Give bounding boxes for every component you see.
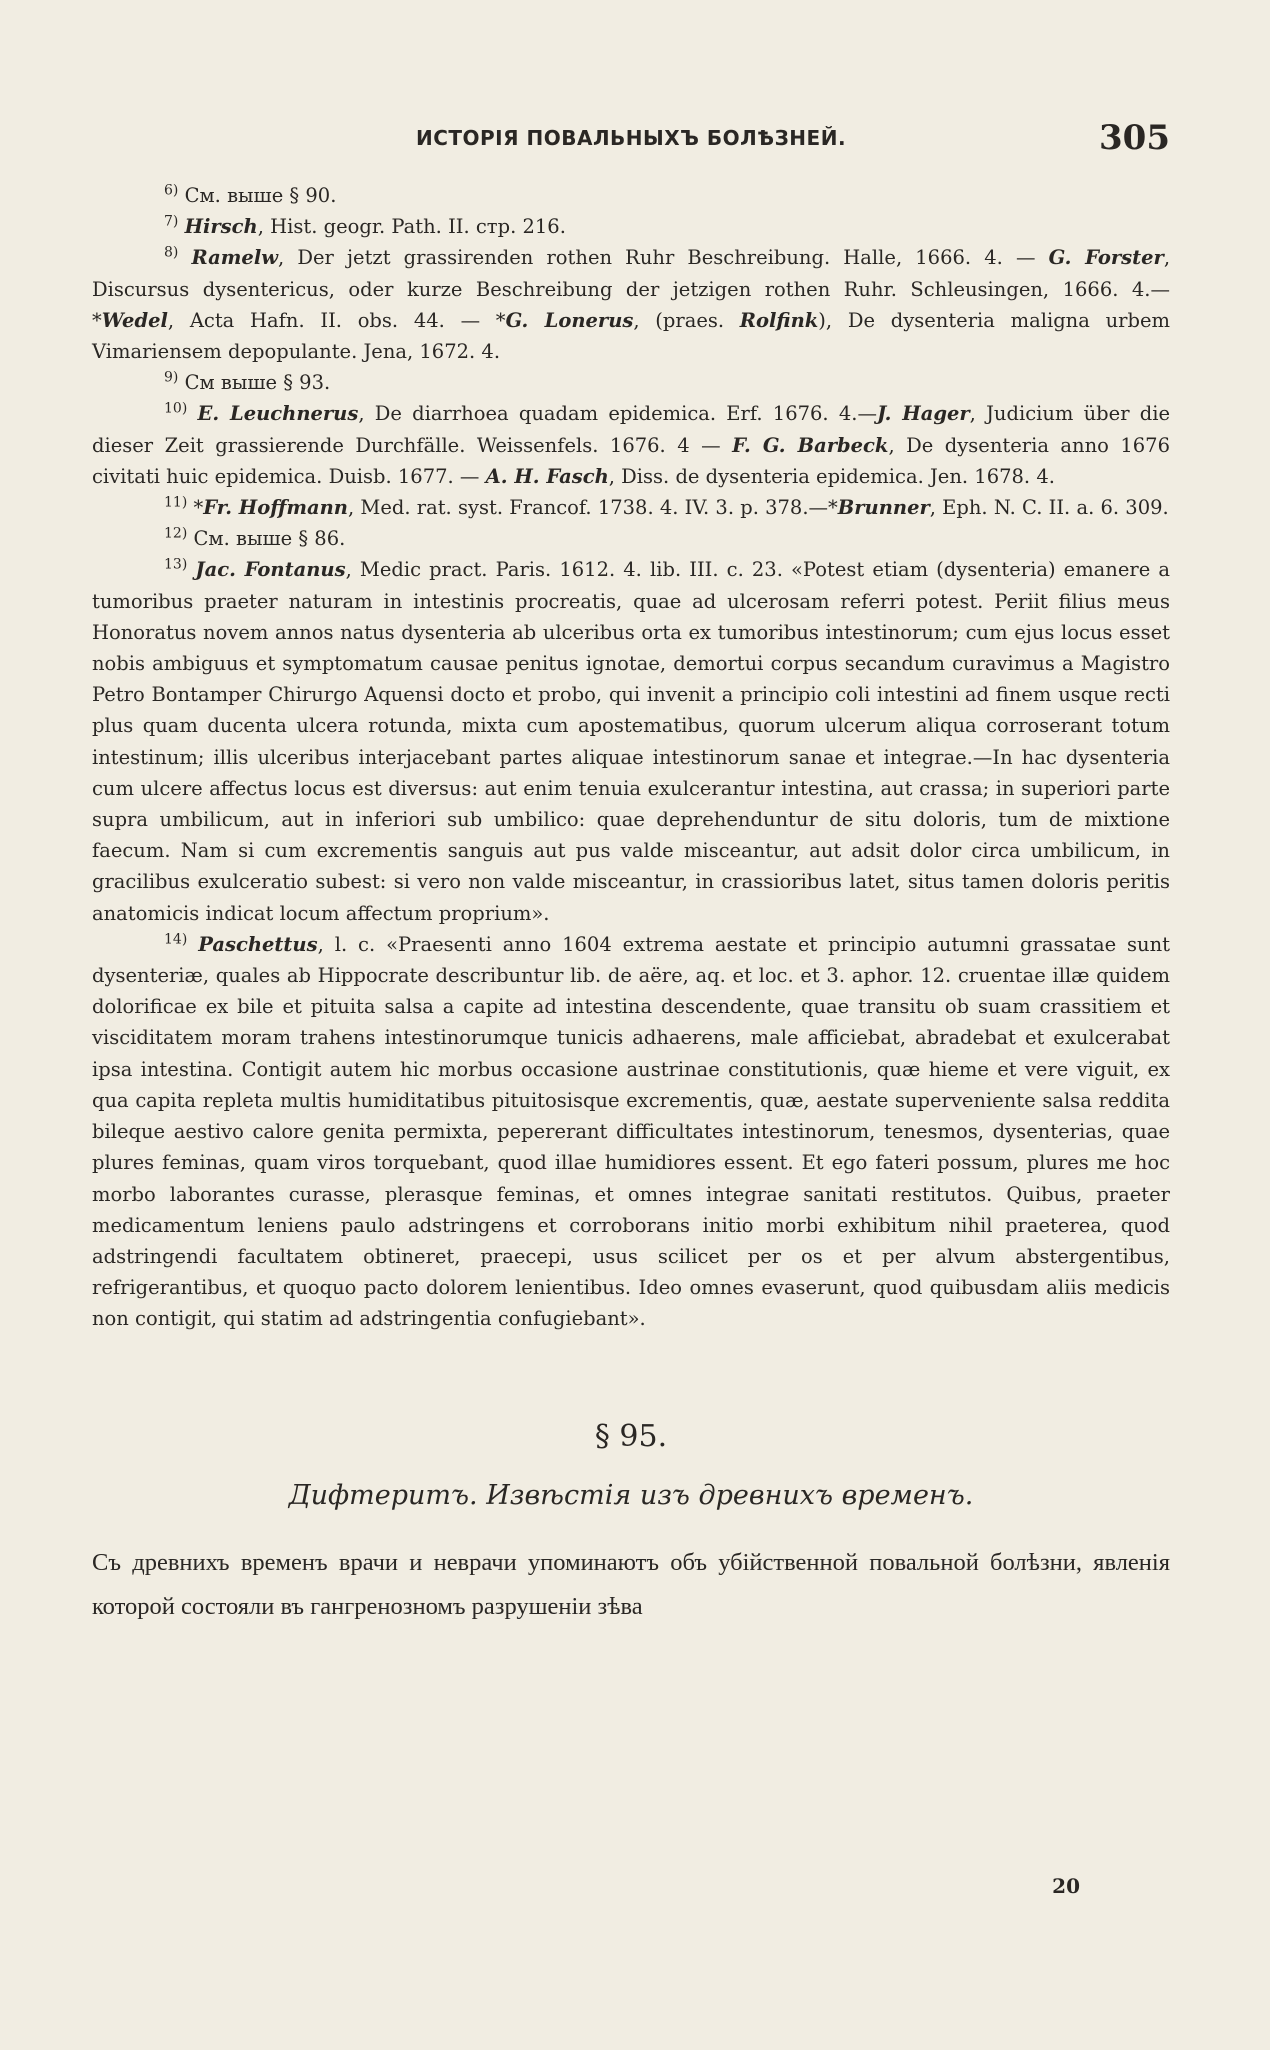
- footnote-number: 8): [164, 244, 179, 261]
- footnote-author: Fr. Hoffmann: [203, 496, 348, 520]
- footnote-text: См. выше § 90.: [184, 184, 337, 207]
- footnote: [92, 180, 1170, 211]
- footnote-number: 14): [164, 931, 188, 948]
- footnote-author: G. Forster: [1048, 246, 1164, 270]
- footnote-text: , Med. rat. syst. Francof. 1738. 4. IV. 3. p. 378.—*: [347, 496, 838, 520]
- footnotes-block: [92, 180, 1170, 1335]
- footnote-number: 9): [164, 369, 179, 386]
- footnote-author: E. Leuchnerus: [197, 402, 359, 426]
- footnote-author: Ramelw: [191, 246, 279, 270]
- footnote-text: , (praes.: [633, 308, 740, 332]
- signature-mark: 20: [1052, 1874, 1080, 1898]
- footnote-text: , Medic pract. Paris. 1612. 4. lib. III. c. 23. «Potest etiam (dysenteria) emanere a tumoribus praeter naturam in intestinis procreatis, quae ad ulcerosam referri potest. Periit filius meus Honoratus novem annos natus dysenteria ab ulceribus orta ex tumoribus intestinorum; cum ejus locus esset nobis ambiguus et symptomatum causae penitus ignotae, demortui corpus secandum curavimus a Magistro Petro Bontamper Chirurgo Aquensi docto et probo, qui invenit a principio coli intestini ad finem usque recti plus quam ducenta ulcera rotunda, mixta cum apostematibus, quorum ulcerum aliqua corroserant totum intestinum; illis ulceribus interjacebant partes aliquae intestinorum sanae et integrae.—In hac dysenteria cum ulcere affectus locus est diversus: aut enim tenuia exulcerantur intestina, aut crassa; in superiori parte supra umbilicum, aut in inferiori sub umbilico: quae deprehenduntur de situ doloris, tum de mixtione faecum. Nam si cum excrementis sanguis aut pus valde misceantur, aut adsit dolor circa umbilicum, in gracilibus exulceratio subest: si vero non valde misceantur, in crassioribus latet, situs tamen doloris peritis anatomicis indicat locum affectum proprium».: [92, 558, 1171, 925]
- footnote-number: 11): [164, 494, 188, 511]
- footnote: [92, 554, 1170, 928]
- footnote-text: *: [193, 496, 204, 520]
- footnote-author: Brunner: [837, 496, 930, 520]
- running-head: [92, 118, 1170, 166]
- footnote-author: Paschettus: [198, 932, 318, 956]
- footnote: [92, 398, 1170, 492]
- footnote: [92, 211, 1170, 242]
- footnote: [92, 929, 1170, 1335]
- footnote-text: ), De dysenteria maligna urbem Vimariensem depopulante. Jena, 1672. 4.: [92, 308, 1170, 364]
- footnote-text: , Eph. N. C. II. a. 6. 309.: [929, 496, 1169, 520]
- footnote-author: Hirsch: [184, 215, 258, 239]
- body-paragraph: Съ древнихъ временъ врачи и неврачи упоминаютъ объ убійственной повальной болѣзни, явленія которой состояли въ гангренозномъ разрушеніи зѣва: [92, 1548, 1170, 1620]
- footnote-text: , Discursus dysentericus, oder kurze Beschreibung der jetzigen rothen Ruhr. Schleusingen, 1666. 4.—*: [92, 246, 1171, 332]
- running-head-title: ИСТОРІЯ ПОВАЛЬНЫХЪ БОЛѢЗНЕЙ.: [415, 126, 847, 150]
- footnote-author: Jac. Fontanus: [195, 558, 346, 582]
- footnote-number: 7): [164, 213, 179, 230]
- section-title: Дифтеритъ. Извѣстія изъ древнихъ временъ.: [288, 1479, 974, 1511]
- footnote-text: , Judicium über die dieser Zeit grassierende Durchfälle. Weissenfels. 1676. 4 —: [92, 402, 1171, 457]
- footnote-text: , De diarrhoea quadam epidemica. Erf. 1676. 4.—: [358, 402, 877, 426]
- footnote-text: , De dysenteria anno 1676 civitati huic epidemica. Duisb. 1677. —: [92, 433, 1170, 488]
- footnote-text: См выше § 93.: [184, 371, 331, 395]
- footnote: [92, 242, 1170, 367]
- footnote-text: См. выше § 86.: [193, 527, 346, 551]
- footnote-author: G. Lonerus: [505, 308, 634, 332]
- footnote-text: , Diss. de dysenteria epidemica. Jen. 1678. 4.: [608, 464, 1055, 488]
- footnote-number: 13): [164, 556, 188, 573]
- footnote-number: 12): [164, 525, 188, 542]
- footnote-text: , l. c. «Praesenti anno 1604 extrema aestate et principio autumni grassatae sunt dysenteriæ, quales ab Hippocrate describuntur lib. de aëre, aq. et loc. et 3. aphor. 12. cruentae illæ quidem dolorificae ex bile et pituita salsa a capite ad intestina descendente, quae transitu ob suam crassitiem et visciditatem moram trahens intestinorumque tunicis adhaerens, male afficiebat, abradebat et exulcerabat ipsa intestina. Contigit autem hic morbus occasione austrinae constitutionis, quæ hieme et vere viguit, ex qua capita repleta multis humiditatibus pituitosisque excrementis, quæ, aestate superveniente salsa reddita bileque aestivo calore genita permixta, pepererant difficultates intestinorum, tenesmos, dysenterias, quae plures feminas, quam viros torquebant, quod illae humidiores essent. Et ego fateri possum, plures me hoc morbo laborantes curasse, plerasque feminas, et omnes integrae sanitati restitutos. Quibus, praeter medicamentum leniens paulo adstringens et corroborans initio morbi exhibitum nihil praeterea, quod adstringendi facultatem obtineret, praecepi, usus scilicet per os et per alvum abstergentibus, refrigerantibus, et quoquo pacto dolorem lenientibus. Ideo omnes evaserunt, quod quibusdam aliis medicis non contigit, qui statim ad adstringentia confugiebant».: [92, 932, 1170, 1331]
- footnote-author: Rolfink: [739, 308, 819, 332]
- footnote-text: , Der jetzt grassirenden rothen Ruhr Beschreibung. Halle, 1666. 4. —: [278, 246, 1049, 270]
- footnote-text: , Acta Hafn. II. obs. 44. — *: [167, 308, 506, 332]
- footnote-author: J. Hager: [876, 402, 970, 426]
- footnote: [92, 492, 1170, 523]
- footnote-author: F. G. Barbeck: [732, 433, 889, 457]
- footnote-number: 6): [164, 182, 179, 199]
- section-number: § 95.: [594, 1418, 668, 1454]
- footnote-author: Wedel: [101, 308, 168, 332]
- footnote-text: , Hist. geogr. Path. II. стр. 216.: [257, 215, 566, 239]
- footnote: [92, 523, 1170, 554]
- footnote-author: A. H. Fasch: [485, 464, 609, 488]
- page-number: 305: [1099, 118, 1170, 158]
- footnote: [92, 367, 1170, 398]
- footnote-number: 10): [164, 400, 188, 417]
